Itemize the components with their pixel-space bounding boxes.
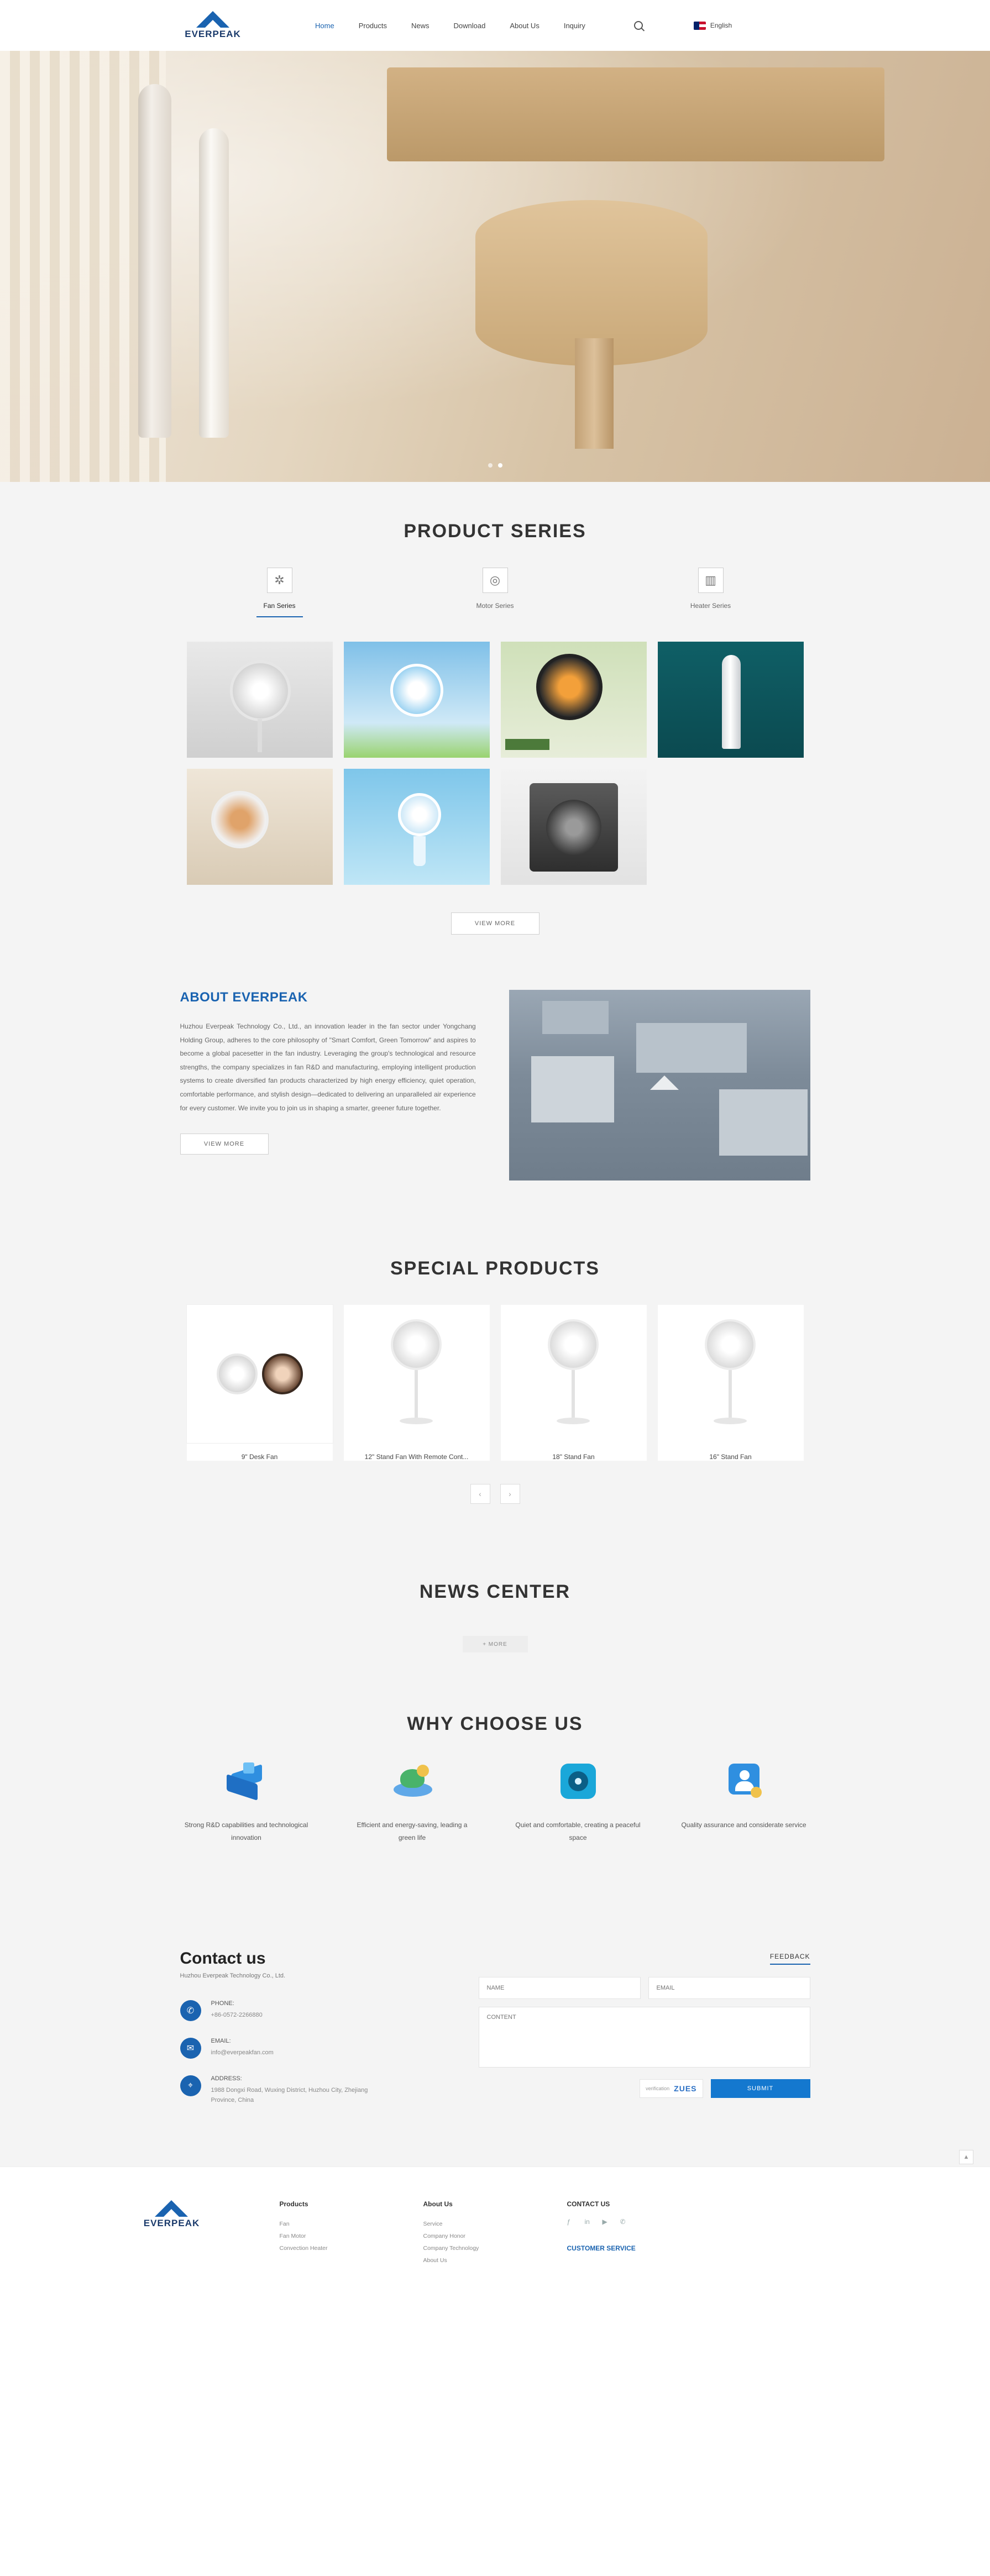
why-choose-us-title: WHY CHOOSE US — [407, 1713, 583, 1734]
contact-email-label: EMAIL: — [211, 2037, 231, 2044]
contact-phone-label: PHONE: — [211, 2000, 234, 2007]
contact-info-column — [180, 1949, 457, 2122]
product-series-view-more-button[interactable]: VIEW MORE — [451, 912, 539, 935]
contact-address-row — [180, 2075, 457, 2106]
captcha-code: ZUES — [674, 2084, 697, 2093]
footer-link-convection-heater[interactable]: Convection Heater — [279, 2245, 328, 2252]
hero-table-top-decoration — [387, 67, 884, 161]
why-item-2 — [338, 1760, 487, 1844]
search-icon[interactable] — [634, 21, 643, 30]
fan-base-shape — [413, 836, 426, 866]
about-text-column — [180, 990, 476, 1155]
why-item-1 — [172, 1760, 321, 1844]
special-product-name-3: 18" Stand Fan — [552, 1453, 595, 1461]
tower-fan-shape — [722, 655, 741, 749]
contact-address-label: ADDRESS: — [211, 2075, 242, 2082]
special-products-section — [0, 1219, 990, 1543]
special-product-card-3[interactable] — [501, 1305, 647, 1461]
nav-item-news[interactable]: News — [411, 21, 429, 30]
why-item-4-text: Quality assurance and considerate service — [681, 1821, 806, 1829]
why-item-3 — [504, 1760, 653, 1844]
contact-section — [0, 1883, 990, 2166]
fan-head-shape — [211, 791, 269, 848]
main-nav — [315, 18, 732, 33]
contact-phone-value: +86-0572-2266880 — [211, 2011, 263, 2018]
footer-about-title: About Us — [423, 2200, 453, 2208]
phone-icon: ✆ — [180, 2000, 201, 2021]
industrial-fan-blades — [546, 800, 601, 855]
contact-title: Contact us — [180, 1949, 266, 1968]
fan-head-shape — [398, 793, 441, 836]
product-card-2[interactable] — [344, 642, 490, 758]
tab-motor-series-label: Motor Series — [476, 602, 514, 610]
youtube-icon[interactable]: ▶ — [602, 2217, 607, 2226]
fan-head-shape — [536, 654, 603, 720]
heater-icon: ▥ — [698, 568, 724, 593]
special-product-name-4: 16" Stand Fan — [709, 1453, 752, 1461]
product-card-7[interactable] — [501, 769, 647, 885]
leaf-icon — [387, 1760, 438, 1804]
why-item-2-text: Efficient and energy-saving, leading a green life — [357, 1821, 468, 1842]
about-description: Huzhou Everpeak Technology Co., Ltd., an innovation leader in the fan sector under Yongchang Holding Group, adheres to the core philosophy of "Smart Comfort, Green Tomorrow" and aspires to become a global pacesetter in the fan industry. Leveraging the group's technological and resource strengths, the company specializes in fan R&D and manufacturing, employing intelligent production systems to create diversified fan products characterized by high energy efficiency, quiet operation, comfortable performance, and stylish design—dedicated to delivering an unparalleled air experience for every customer. We invite you to join us in shaping a smarter, greener future together. — [180, 1022, 476, 1112]
footer-social-links — [567, 2218, 678, 2228]
footer-link-service[interactable]: Service — [423, 2220, 443, 2227]
contact-address-value: 1988 Dongxi Road, Wuxing District, Huzhou City, Zhejiang Province, China — [211, 2086, 368, 2104]
special-products-grid — [0, 1305, 990, 1461]
fan-circle-icon — [553, 1760, 604, 1804]
footer-customer-service-title: CUSTOMER SERVICE — [567, 2244, 636, 2252]
special-product-card-1[interactable] — [187, 1305, 333, 1461]
about-section — [0, 973, 990, 1219]
tab-fan-series[interactable] — [244, 568, 316, 617]
feedback-label: FEEDBACK — [770, 1953, 810, 1965]
site-footer — [0, 2166, 990, 2289]
fan-head-shape — [230, 660, 291, 721]
hero-tower-fan-right — [199, 128, 229, 438]
tab-heater-series-label: Heater Series — [690, 602, 731, 610]
building-block — [636, 1023, 747, 1073]
support-agent-icon — [719, 1760, 769, 1804]
content-textarea[interactable] — [479, 2007, 810, 2068]
special-product-image-4 — [658, 1305, 804, 1443]
feedback-form — [479, 1949, 810, 2122]
motor-icon: ◎ — [483, 568, 508, 593]
why-item-3-text: Quiet and comfortable, creating a peaceful space — [515, 1821, 641, 1842]
news-section — [0, 1543, 990, 1675]
about-factory-image — [509, 990, 810, 1181]
logo-mark-icon — [196, 11, 229, 28]
product-series-tabs — [0, 568, 990, 617]
captcha-widget[interactable] — [640, 2079, 703, 2098]
footer-logo[interactable] — [136, 2200, 247, 2267]
special-product-card-4[interactable] — [658, 1305, 804, 1461]
language-label: English — [710, 22, 732, 29]
product-series-grid — [0, 642, 990, 885]
footer-logo-text: EVERPEAK — [143, 2217, 200, 2228]
hero-dot-1[interactable] — [488, 463, 493, 468]
why-item-4 — [669, 1760, 819, 1844]
nav-item-about-us[interactable]: About Us — [510, 21, 539, 30]
product-card-4[interactable] — [658, 642, 804, 758]
footer-logo-mark-icon — [155, 2200, 188, 2217]
footer-link-fan-motor[interactable]: Fan Motor — [279, 2233, 306, 2240]
tab-fan-series-label: Fan Series — [263, 602, 296, 610]
special-product-card-2[interactable] — [344, 1305, 490, 1461]
contact-email-row — [180, 2038, 457, 2059]
building-block — [531, 1056, 614, 1122]
footer-link-about-us[interactable]: About Us — [423, 2257, 447, 2264]
nav-item-products[interactable]: Products — [358, 21, 387, 30]
product-card-6[interactable] — [344, 769, 490, 885]
flag-icon — [694, 22, 706, 30]
footer-column-about — [423, 2200, 534, 2267]
facebook-icon[interactable]: ƒ — [567, 2217, 571, 2226]
submit-button[interactable]: SUBMIT — [711, 2079, 810, 2098]
tab-heater-series[interactable] — [675, 568, 747, 617]
product-card-1[interactable] — [187, 642, 333, 758]
about-view-more-button[interactable]: VIEW MORE — [180, 1134, 269, 1155]
feedback-actions — [479, 2079, 810, 2098]
product-card-5[interactable] — [187, 769, 333, 885]
special-products-carousel-controls — [0, 1484, 990, 1504]
news-title: NEWS CENTER — [419, 1581, 571, 1602]
site-logo[interactable] — [177, 11, 249, 40]
footer-column-contact — [567, 2200, 678, 2267]
product-series-title: PRODUCT SERIES — [404, 521, 586, 542]
footer-link-company-technology[interactable]: Company Technology — [423, 2245, 479, 2252]
hero-table-leg — [575, 338, 614, 449]
email-input[interactable] — [648, 1977, 810, 1999]
carousel-next-button[interactable]: › — [500, 1484, 520, 1504]
special-product-image-1 — [187, 1305, 333, 1443]
back-to-top-button[interactable]: ▲ — [959, 2150, 973, 2164]
battery-shape — [505, 739, 549, 750]
language-selector[interactable] — [694, 22, 732, 30]
contact-email-value: info@everpeakfan.com — [211, 2049, 274, 2056]
special-product-name-2: 12" Stand Fan With Remote Cont... — [364, 1453, 469, 1461]
watermark-logo-icon — [650, 1075, 679, 1098]
captcha-label: verification — [646, 2085, 670, 2091]
feedback-name-email-row — [479, 1977, 810, 1999]
news-more-button[interactable]: + MORE — [463, 1636, 528, 1652]
special-product-image-3 — [501, 1305, 647, 1443]
tab-motor-series[interactable] — [459, 568, 531, 617]
building-block — [542, 1001, 609, 1034]
special-product-name-1: 9" Desk Fan — [241, 1453, 278, 1461]
footer-link-company-honor[interactable]: Company Honor — [423, 2233, 465, 2240]
nav-item-home[interactable]: Home — [315, 21, 334, 30]
contact-phone-row — [180, 2000, 457, 2021]
hero-pagination-dots[interactable] — [488, 463, 502, 468]
fan-icon: ✲ — [267, 568, 292, 593]
fan-head-shape — [390, 664, 443, 717]
footer-wrapper — [0, 2153, 990, 2289]
footer-contact-title: CONTACT US — [567, 2200, 610, 2208]
carousel-prev-button[interactable]: ‹ — [470, 1484, 490, 1504]
nav-item-inquiry[interactable]: Inquiry — [563, 21, 585, 30]
logo-text: EVERPEAK — [185, 29, 241, 39]
feedback-heading — [479, 1953, 810, 1965]
hero-dot-2[interactable] — [498, 463, 502, 468]
footer-products-title: Products — [279, 2200, 308, 2208]
hero-tower-fan-left — [138, 84, 171, 438]
site-header — [0, 0, 990, 51]
about-title: ABOUT EVERPEAK — [180, 990, 308, 1005]
why-item-1-text: Strong R&D capabilities and technological innovation — [184, 1821, 308, 1842]
product-series-section — [0, 482, 990, 973]
footer-column-products — [280, 2200, 390, 2267]
fan-stem-shape — [258, 719, 262, 752]
special-product-image-2 — [344, 1305, 490, 1443]
building-block — [719, 1089, 808, 1156]
contact-subtitle: Huzhou Everpeak Technology Co., Ltd. — [180, 1972, 286, 1979]
linkedin-icon[interactable]: in — [584, 2217, 590, 2226]
email-icon: ✉ — [180, 2038, 201, 2059]
whatsapp-icon[interactable]: ✆ — [620, 2217, 626, 2226]
hero-banner[interactable] — [0, 51, 990, 482]
name-input[interactable] — [479, 1977, 641, 1999]
nav-item-download[interactable]: Download — [453, 21, 486, 30]
why-choose-us-grid — [0, 1760, 990, 1844]
special-products-title: SPECIAL PRODUCTS — [390, 1258, 600, 1279]
location-icon: ⌖ — [180, 2075, 201, 2096]
product-card-3[interactable] — [501, 642, 647, 758]
layers-icon — [221, 1760, 272, 1804]
why-choose-us-section — [0, 1675, 990, 1883]
footer-link-fan[interactable]: Fan — [279, 2220, 290, 2227]
